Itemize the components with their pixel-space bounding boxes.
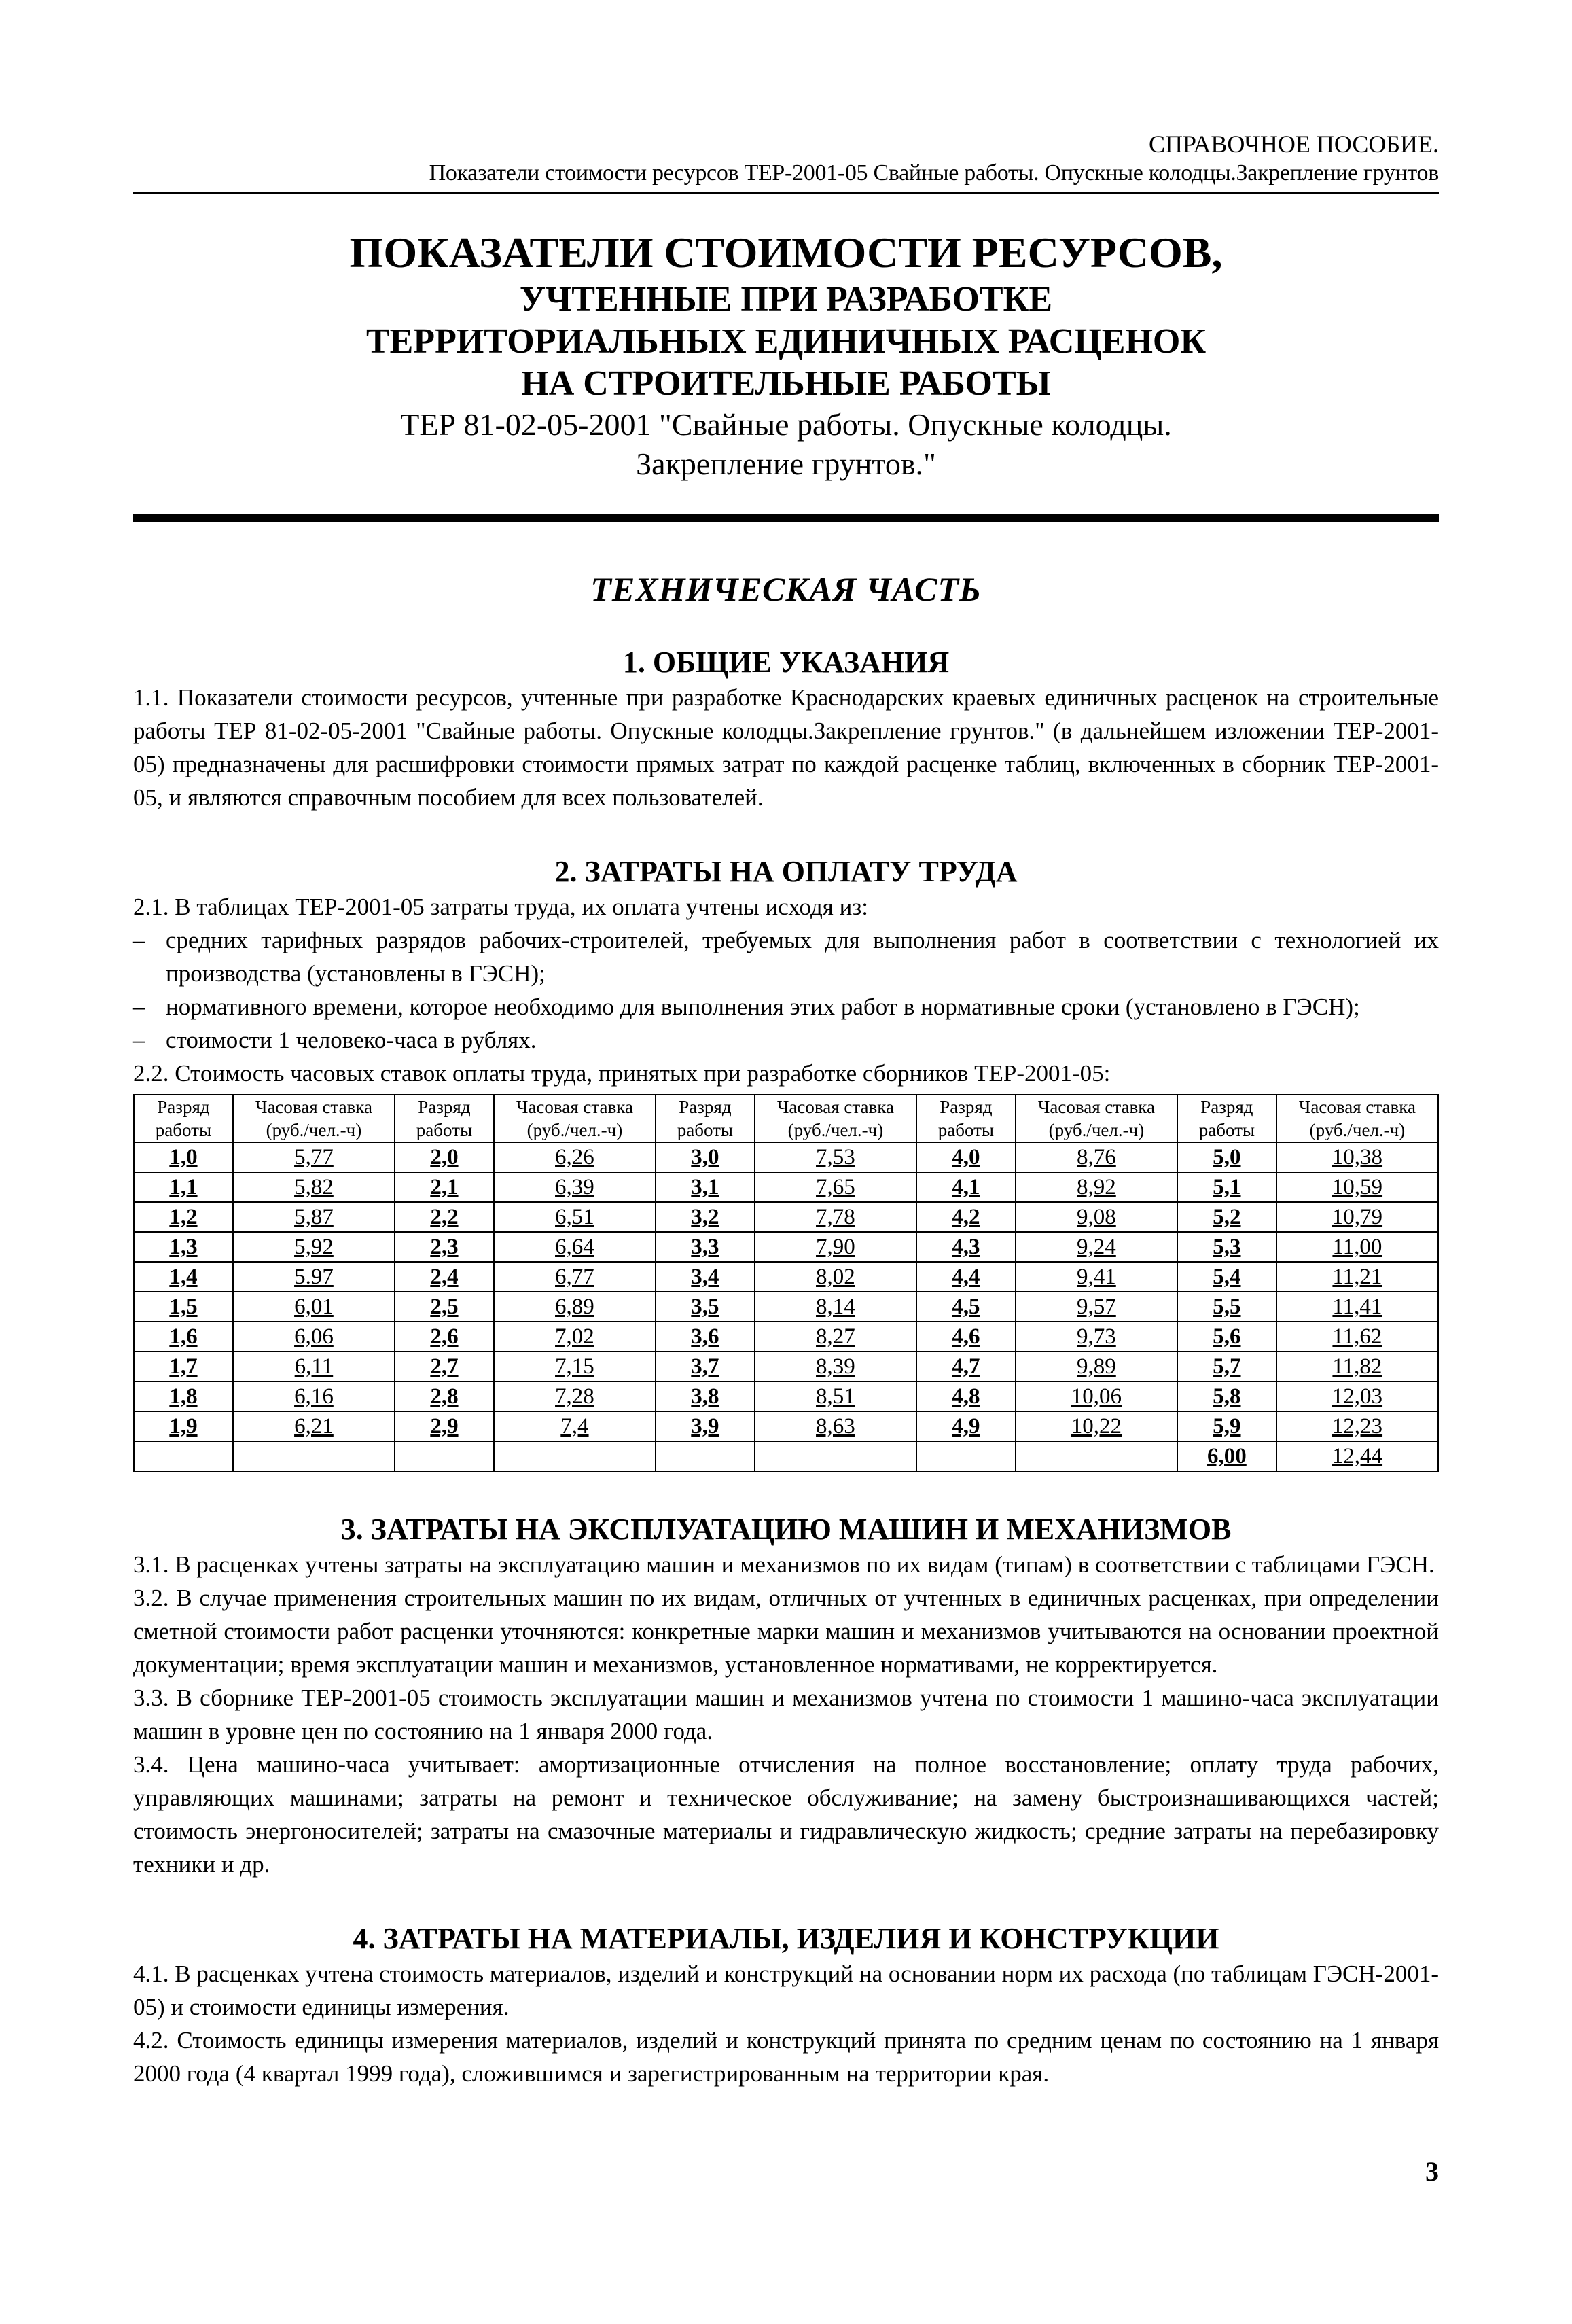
- table-body: [134, 1142, 1438, 1471]
- grade-value: 1,0: [169, 1145, 198, 1169]
- grade-value: 1,6: [169, 1324, 198, 1349]
- list-item-text: средних тарифных разрядов рабочих-строителей, требуемых для выполнения работ в соответствии с технологией их производства (установлены в ГЭСН);: [166, 927, 1439, 987]
- rate-cell: [1016, 1202, 1177, 1232]
- title-line-2: УЧТЕННЫЕ ПРИ РАЗРАБОТКЕ: [519, 280, 1052, 319]
- page-number: 3: [1425, 2156, 1439, 2187]
- grade-value: 1,4: [169, 1265, 198, 1289]
- rate-cell: [494, 1381, 656, 1411]
- rate-value: 6,26: [555, 1145, 594, 1169]
- rate-cell: [233, 1411, 395, 1441]
- grade-value: 4,0: [952, 1145, 980, 1169]
- rate-cell: [1016, 1381, 1177, 1411]
- rate-value: 6,21: [294, 1414, 334, 1439]
- rate-cell: [1276, 1441, 1438, 1471]
- dash-marker: –: [133, 993, 145, 1020]
- table-header-row: [134, 1095, 1438, 1142]
- rate-value: 5.97: [294, 1265, 334, 1289]
- grade-value: 4,3: [952, 1235, 980, 1259]
- rate-value: 10,06: [1071, 1384, 1122, 1409]
- rate-value: 9,73: [1077, 1324, 1116, 1349]
- grade-value: 2,1: [430, 1175, 459, 1199]
- grade-value: 3,3: [691, 1235, 719, 1259]
- grade-cell: [395, 1232, 494, 1262]
- rate-value: 5,92: [294, 1235, 334, 1259]
- rate-cell: [1276, 1352, 1438, 1381]
- grade-value: 1,5: [169, 1295, 198, 1319]
- table-row: [134, 1352, 1438, 1381]
- grade-cell: [1177, 1172, 1276, 1202]
- grade-value: 5,0: [1213, 1145, 1241, 1169]
- grade-cell: [656, 1411, 755, 1441]
- document-title: [133, 227, 1439, 484]
- rate-cell: [1016, 1262, 1177, 1292]
- grade-cell: [395, 1381, 494, 1411]
- rate-value: 6,01: [294, 1295, 334, 1319]
- grade-cell: [916, 1172, 1016, 1202]
- grade-cell: [916, 1322, 1016, 1352]
- rate-value: 8,92: [1077, 1175, 1116, 1199]
- section-4-heading: 4. ЗАТРАТЫ НА МАТЕРИАЛЫ, ИЗДЕЛИЯ И КОНСТРУКЦИИ: [353, 1922, 1219, 1955]
- grade-value: 4,9: [952, 1414, 980, 1439]
- grade-value: 3,2: [691, 1205, 719, 1229]
- rate-cell: [1016, 1322, 1177, 1352]
- table-row: [134, 1381, 1438, 1411]
- rate-cell: [233, 1292, 395, 1322]
- grade-cell: [134, 1172, 233, 1202]
- title-line-6: Закрепление грунтов.": [636, 446, 936, 481]
- grade-cell: [916, 1352, 1016, 1381]
- rate-cell: [755, 1292, 916, 1322]
- header-rule: [133, 192, 1439, 194]
- grade-cell: [1177, 1292, 1276, 1322]
- rate-value: 11,62: [1332, 1324, 1382, 1349]
- rate-cell: [233, 1202, 395, 1232]
- grade-value: 1,3: [169, 1235, 198, 1259]
- column-header-grade: Разряд работы: [1177, 1095, 1276, 1142]
- grade-value: 2,7: [430, 1354, 459, 1379]
- grade-cell: [395, 1322, 494, 1352]
- rate-value: 7,4: [560, 1414, 589, 1439]
- rate-value: 12,03: [1332, 1384, 1383, 1409]
- rate-value: 9,08: [1077, 1205, 1116, 1229]
- table-row: [134, 1172, 1438, 1202]
- list-item: [133, 990, 1439, 1023]
- grade-value: 5,2: [1213, 1205, 1241, 1229]
- grade-cell: [395, 1352, 494, 1381]
- list-item-text: стоимости 1 человеко-часа в рублях.: [166, 1027, 537, 1053]
- grade-value: 4,2: [952, 1205, 980, 1229]
- grade-cell: [1177, 1322, 1276, 1352]
- grade-cell: [395, 1441, 494, 1471]
- rate-value: 6,39: [555, 1175, 594, 1199]
- grade-cell: [395, 1142, 494, 1172]
- grade-value: 4,7: [952, 1354, 980, 1379]
- grade-cell: [134, 1441, 233, 1471]
- rate-cell: [494, 1142, 656, 1172]
- rate-cell: [1276, 1202, 1438, 1232]
- rate-cell: [494, 1172, 656, 1202]
- grade-value: 5,3: [1213, 1235, 1241, 1259]
- grade-cell: [1177, 1381, 1276, 1411]
- grade-cell: [1177, 1352, 1276, 1381]
- rate-cell: [755, 1172, 916, 1202]
- grade-cell: [916, 1232, 1016, 1262]
- rate-cell: [1276, 1381, 1438, 1411]
- grade-cell: [134, 1202, 233, 1232]
- grade-cell: [134, 1142, 233, 1172]
- rate-cell: [233, 1381, 395, 1411]
- rate-value: 5,82: [294, 1175, 334, 1199]
- grade-cell: [395, 1202, 494, 1232]
- grade-value: 3,1: [691, 1175, 719, 1199]
- rate-value: 7,90: [816, 1235, 855, 1259]
- running-header-subtitle: Показатели стоимости ресурсов ТЕР-2001-05 Свайные работы. Опускные колодцы.Закрепление грунтов: [429, 160, 1439, 186]
- grade-value: 4,6: [952, 1324, 980, 1349]
- rate-cell: [1016, 1352, 1177, 1381]
- rate-cell: [233, 1262, 395, 1292]
- rate-cell: [755, 1441, 916, 1471]
- rate-cell: [755, 1202, 916, 1232]
- rate-value: 11,21: [1332, 1265, 1382, 1289]
- column-header-grade: Разряд работы: [916, 1095, 1016, 1142]
- column-header-rate: Часовая ставка (руб./чел.-ч): [1016, 1095, 1177, 1142]
- grade-cell: [656, 1441, 755, 1471]
- rate-cell: [1276, 1232, 1438, 1262]
- rate-cell: [1016, 1441, 1177, 1471]
- grade-value: 2,4: [430, 1265, 459, 1289]
- rate-value: 11,82: [1332, 1354, 1382, 1379]
- rate-value: 7,53: [816, 1145, 855, 1169]
- grade-value: 2,9: [430, 1414, 459, 1439]
- table-row: [134, 1142, 1438, 1172]
- column-header-rate: Часовая ставка (руб./чел.-ч): [755, 1095, 916, 1142]
- title-line-3: ТЕРРИТОРИАЛЬНЫХ ЕДИНИЧНЫХ РАСЦЕНОК: [365, 322, 1207, 361]
- grade-cell: [134, 1352, 233, 1381]
- grade-cell: [395, 1262, 494, 1292]
- grade-value: 3,4: [691, 1265, 719, 1289]
- rate-cell: [755, 1322, 916, 1352]
- grade-cell: [134, 1411, 233, 1441]
- grade-value: 2,3: [430, 1235, 459, 1259]
- rate-value: 6,89: [555, 1295, 594, 1319]
- section-2-heading: 2. ЗАТРАТЫ НА ОПЛАТУ ТРУДА: [554, 855, 1018, 888]
- grade-cell: [134, 1292, 233, 1322]
- paragraph-2-2: 2.2. Стоимость часовых ставок оплаты труда, принятых при разработке сборников ТЕР-2001-05:: [133, 1060, 1111, 1087]
- rate-value: 8,14: [816, 1295, 855, 1319]
- rate-value: 7,02: [555, 1324, 594, 1349]
- rate-cell: [1016, 1172, 1177, 1202]
- rate-cell: [1276, 1411, 1438, 1441]
- table-row: [134, 1441, 1438, 1471]
- section-1-heading: 1. ОБЩИЕ УКАЗАНИЯ: [622, 646, 950, 679]
- grade-cell: [395, 1292, 494, 1322]
- grade-value: 2,0: [430, 1145, 459, 1169]
- rate-value: 5,77: [294, 1145, 334, 1169]
- grade-cell: [134, 1381, 233, 1411]
- rate-cell: [494, 1292, 656, 1322]
- rate-cell: [494, 1202, 656, 1232]
- grade-value: 5,7: [1213, 1354, 1241, 1379]
- rate-cell: [755, 1411, 916, 1441]
- rate-cell: [1276, 1292, 1438, 1322]
- title-rule: [133, 514, 1439, 522]
- grade-value: 2,8: [430, 1384, 459, 1409]
- grade-cell: [1177, 1142, 1276, 1172]
- rate-cell: [494, 1322, 656, 1352]
- rate-value: 11,41: [1332, 1295, 1382, 1319]
- grade-value: 5,5: [1213, 1295, 1241, 1319]
- title-line-1: ПОКАЗАТЕЛИ СТОИМОСТИ РЕСУРСОВ,: [349, 228, 1223, 277]
- grade-cell: [916, 1142, 1016, 1172]
- document-page: [133, 129, 1439, 2090]
- rate-cell: [233, 1322, 395, 1352]
- grade-cell: [134, 1262, 233, 1292]
- grade-cell: [134, 1322, 233, 1352]
- rate-cell: [1016, 1411, 1177, 1441]
- column-header-rate: Часовая ставка (руб./чел.-ч): [494, 1095, 656, 1142]
- column-header-rate: Часовая ставка (руб./чел.-ч): [233, 1095, 395, 1142]
- rate-value: 12,44: [1332, 1444, 1383, 1468]
- table-row: [134, 1232, 1438, 1262]
- dash-marker: –: [133, 1027, 145, 1053]
- rate-cell: [233, 1172, 395, 1202]
- rate-value: 6,64: [555, 1235, 594, 1259]
- grade-value: 1,1: [169, 1175, 198, 1199]
- grade-cell: [656, 1202, 755, 1232]
- rate-value: 10,79: [1332, 1205, 1383, 1229]
- column-header-grade: Разряд работы: [395, 1095, 494, 1142]
- list-item: [133, 923, 1439, 990]
- rate-cell: [755, 1352, 916, 1381]
- rate-value: 9,24: [1077, 1235, 1116, 1259]
- paragraph-2-1: 2.1. В таблицах ТЕР-2001-05 затраты труда, их оплата учтены исходя из:: [133, 894, 868, 920]
- grade-cell: [1177, 1411, 1276, 1441]
- grade-value: 4,8: [952, 1384, 980, 1409]
- section-3-heading: 3. ЗАТРАТЫ НА ЭКСПЛУАТАЦИЮ МАШИН И МЕХАНИЗМОВ: [340, 1513, 1232, 1546]
- rate-cell: [755, 1232, 916, 1262]
- grade-cell: [656, 1172, 755, 1202]
- rate-cell: [1276, 1172, 1438, 1202]
- list-item-text: нормативного времени, которое необходимо для выполнения этих работ в нормативные сроки (установлено в ГЭСН);: [166, 993, 1360, 1020]
- rate-value: 7,28: [555, 1384, 594, 1409]
- grade-value: 1,7: [169, 1354, 198, 1379]
- grade-value: 1,9: [169, 1414, 198, 1439]
- rate-cell: [233, 1352, 395, 1381]
- rate-value: 6,51: [555, 1205, 594, 1229]
- rate-cell: [1276, 1322, 1438, 1352]
- rate-value: 8,02: [816, 1265, 855, 1289]
- column-header-grade: Разряд работы: [656, 1095, 755, 1142]
- grade-value: 5,1: [1213, 1175, 1241, 1199]
- table-row: [134, 1322, 1438, 1352]
- grade-value: 1,2: [169, 1205, 198, 1229]
- grade-value: 3,6: [691, 1324, 719, 1349]
- column-header-rate: Часовая ставка (руб./чел.-ч): [1276, 1095, 1438, 1142]
- rate-value: 7,65: [816, 1175, 855, 1199]
- rate-value: 10,38: [1332, 1145, 1383, 1169]
- grade-cell: [1177, 1232, 1276, 1262]
- paragraph-3-1: 3.1. В расценках учтены затраты на эксплуатацию машин и механизмов по их видам (типам) в соответствии с таблицами ГЭСН.: [133, 1551, 1435, 1578]
- rate-cell: [494, 1411, 656, 1441]
- grade-value: 3,0: [691, 1145, 719, 1169]
- rate-value: 10,22: [1071, 1414, 1122, 1439]
- rate-value: 6,16: [294, 1384, 334, 1409]
- paragraph-4-2: 4.2. Стоимость единицы измерения материалов, изделий и конструкций принята по средним ценам по состоянию на 1 января 2000 года (4 квартал 1999 года), сложившимся и зарегистрированным на территории края.: [133, 2027, 1439, 2087]
- table-row: [134, 1292, 1438, 1322]
- grade-cell: [916, 1411, 1016, 1441]
- rate-value: 7,78: [816, 1205, 855, 1229]
- grade-value: 6,00: [1207, 1444, 1247, 1468]
- paragraph-3-2: 3.2. В случае применения строительных машин по их видам, отличных от учтенных в единичных расценках, при определении сметной стоимости работ расценки уточняются: конкретные марки машин и механизмов учитываются на основании проектной документации; время эксплуатации машин и механизмов, установленное нормативами, не корректируется.: [133, 1585, 1439, 1678]
- rate-value: 9,41: [1077, 1265, 1116, 1289]
- rate-value: 5,87: [294, 1205, 334, 1229]
- rate-cell: [755, 1381, 916, 1411]
- paragraph-3-3: 3.3. В сборнике ТЕР-2001-05 стоимость эксплуатации машин и механизмов учтена по стоимости 1 машино-часа эксплуатации машин в уровне цен по состоянию на 1 января 2000 года.: [133, 1685, 1439, 1744]
- rate-value: 8,39: [816, 1354, 855, 1379]
- rate-value: 8,63: [816, 1414, 855, 1439]
- rate-cell: [755, 1142, 916, 1172]
- rate-cell: [1276, 1262, 1438, 1292]
- grade-cell: [916, 1262, 1016, 1292]
- grade-cell: [916, 1381, 1016, 1411]
- rate-value: 10,59: [1332, 1175, 1383, 1199]
- rate-cell: [233, 1142, 395, 1172]
- list-item: [133, 1023, 1439, 1057]
- dash-marker: –: [133, 927, 145, 953]
- rate-cell: [1016, 1142, 1177, 1172]
- rate-value: 6,06: [294, 1324, 334, 1349]
- paragraph-4-1: 4.1. В расценках учтена стоимость материалов, изделий и конструкций на основании норм их расхода (по таблицам ГЭСН-2001-05) и стоимости единицы измерения.: [133, 1960, 1439, 2020]
- rate-cell: [1016, 1292, 1177, 1322]
- running-header-title: СПРАВОЧНОЕ ПОСОБИЕ.: [1148, 130, 1439, 158]
- grade-value: 3,9: [691, 1414, 719, 1439]
- grade-value: 4,4: [952, 1265, 980, 1289]
- part-heading: ТЕХНИЧЕСКАЯ ЧАСТЬ: [590, 570, 982, 608]
- grade-value: 1,8: [169, 1384, 198, 1409]
- rate-value: 9,89: [1077, 1354, 1116, 1379]
- grade-cell: [916, 1202, 1016, 1232]
- grade-value: 2,2: [430, 1205, 459, 1229]
- grade-cell: [1177, 1262, 1276, 1292]
- grade-cell: [656, 1352, 755, 1381]
- rate-cell: [494, 1232, 656, 1262]
- grade-cell: [656, 1262, 755, 1292]
- paragraph-1-1: 1.1. Показатели стоимости ресурсов, учтенные при разработке Краснодарских краевых единичных расценок на строительные работы ТЕР 81-02-05-2001 "Свайные работы. Опускные колодцы.Закрепление грунтов." (в дальнейшем изложении ТЕР-2001-05) предназначены для расшифровки стоимости прямых затрат по каждой расценке таблиц, включенных в сборник ТЕР-2001-05, и являются справочным пособием для всех пользователей.: [133, 684, 1439, 811]
- title-line-5: ТЕР 81-02-05-2001 "Свайные работы. Опускные колодцы.: [400, 407, 1172, 442]
- grade-value: 4,1: [952, 1175, 980, 1199]
- hourly-rates-table: [133, 1094, 1439, 1472]
- title-line-4: НА СТРОИТЕЛЬНЫЕ РАБОТЫ: [521, 364, 1051, 403]
- rate-cell: [755, 1262, 916, 1292]
- grade-cell: [1177, 1441, 1276, 1471]
- grade-value: 3,7: [691, 1354, 719, 1379]
- rate-value: 6,11: [294, 1354, 334, 1379]
- rate-cell: [494, 1262, 656, 1292]
- grade-value: 2,6: [430, 1324, 459, 1349]
- grade-value: 4,5: [952, 1295, 980, 1319]
- grade-cell: [134, 1232, 233, 1262]
- rate-value: 8,51: [816, 1384, 855, 1409]
- rate-cell: [494, 1441, 656, 1471]
- paragraph-3-4: 3.4. Цена машино-часа учитывает: амортизационные отчисления на полное восстановление; оплату труда рабочих, управляющих машинами; затраты на ремонт и техническое обслуживание; на замену быстроизнашивающихся частей; стоимость энергоносителей; затраты на смазочные материалы и гидравлическую жидкость; средние затраты на перебазировку техники и др.: [133, 1751, 1439, 1878]
- grade-value: 3,5: [691, 1295, 719, 1319]
- rate-value: 6,77: [555, 1265, 594, 1289]
- column-header-grade: Разряд работы: [134, 1095, 233, 1142]
- grade-cell: [656, 1292, 755, 1322]
- rate-value: 7,15: [555, 1354, 594, 1379]
- rate-cell: [233, 1441, 395, 1471]
- rate-cell: [1016, 1232, 1177, 1262]
- rate-value: 12,23: [1332, 1414, 1383, 1439]
- rate-value: 9,57: [1077, 1295, 1116, 1319]
- grade-cell: [656, 1232, 755, 1262]
- grade-cell: [1177, 1202, 1276, 1232]
- rate-cell: [494, 1352, 656, 1381]
- grade-cell: [656, 1381, 755, 1411]
- rate-value: 8,76: [1077, 1145, 1116, 1169]
- grade-cell: [656, 1142, 755, 1172]
- grade-cell: [916, 1441, 1016, 1471]
- rate-value: 11,00: [1332, 1235, 1382, 1259]
- grade-cell: [395, 1172, 494, 1202]
- grade-value: 5,4: [1213, 1265, 1241, 1289]
- rate-value: 8,27: [816, 1324, 855, 1349]
- grade-value: 5,8: [1213, 1384, 1241, 1409]
- grade-value: 2,5: [430, 1295, 459, 1319]
- grade-value: 3,8: [691, 1384, 719, 1409]
- table-row: [134, 1262, 1438, 1292]
- rate-cell: [1276, 1142, 1438, 1172]
- grade-cell: [656, 1322, 755, 1352]
- table-row: [134, 1202, 1438, 1232]
- grade-value: 5,6: [1213, 1324, 1241, 1349]
- grade-cell: [916, 1292, 1016, 1322]
- grade-value: 5,9: [1213, 1414, 1241, 1439]
- table-row: [134, 1411, 1438, 1441]
- rate-cell: [233, 1232, 395, 1262]
- grade-cell: [395, 1411, 494, 1441]
